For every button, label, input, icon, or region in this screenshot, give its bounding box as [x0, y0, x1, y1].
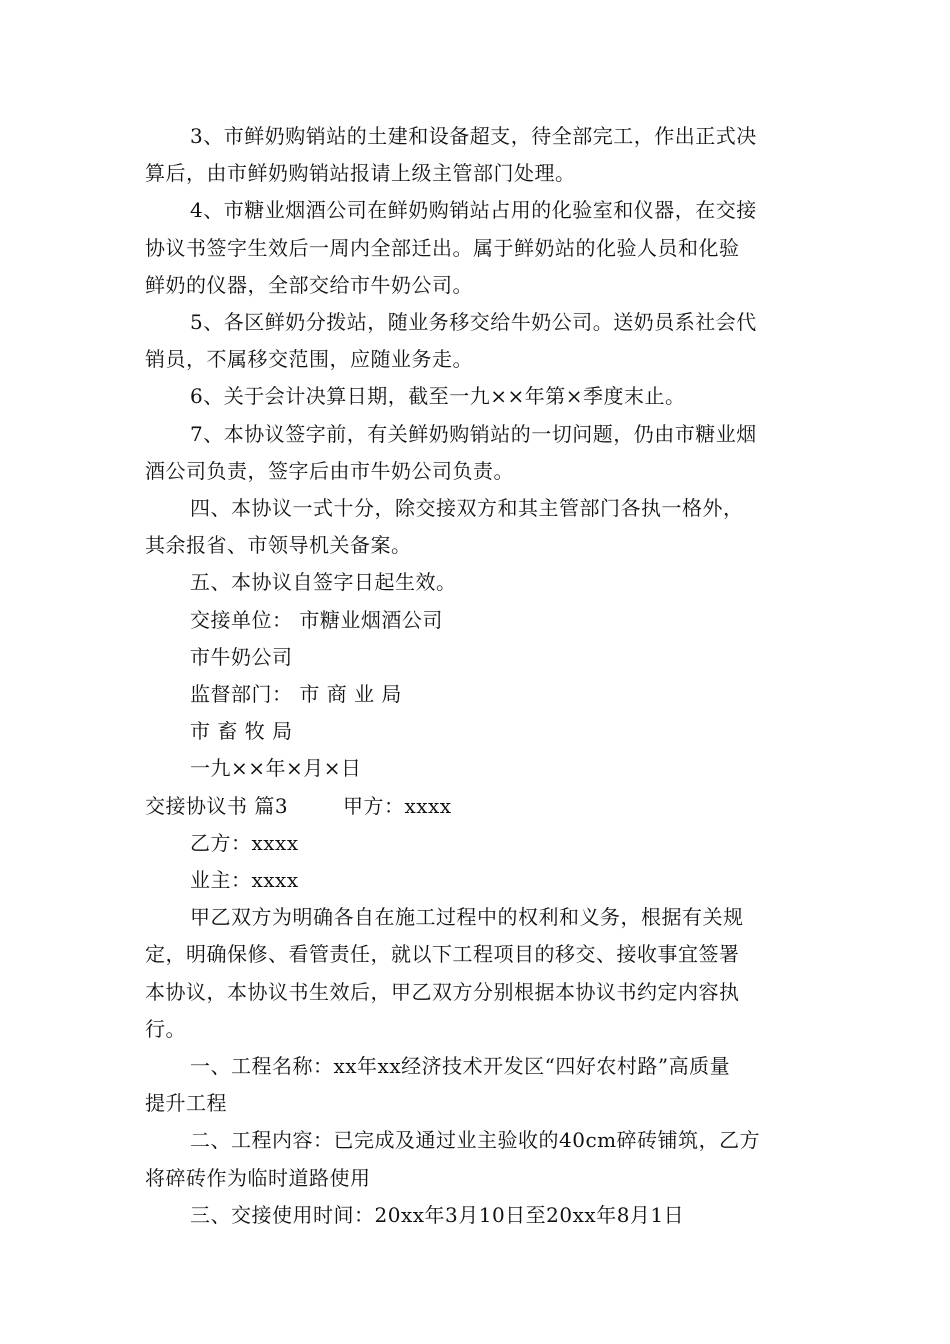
- text-line: 市牛奶公司: [190, 644, 293, 669]
- text-line: 本协议，本协议书生效后，甲乙双方分别根据本协议书约定内容执: [145, 979, 740, 1004]
- text-line: 监督部门： 市 商 业 局: [190, 682, 402, 706]
- text-line: 三、交接使用时间：20xx年3月10日至20xx年8月1日: [190, 1202, 685, 1227]
- text-line: 酒公司负责，签字后由市牛奶公司负责。: [145, 458, 514, 483]
- text-line: 甲乙双方为明确各自在施工过程中的权利和义务，根据有关规: [190, 905, 744, 930]
- text-line: 7、本协议签字前，有关鲜奶购销站的一切问题，仍由市糖业烟: [190, 421, 757, 446]
- text-line: 乙方：xxxx: [190, 830, 299, 855]
- text-line: 协议书签字生效后一周内全部迁出。属于鲜奶站的化验人员和化验: [145, 235, 740, 260]
- text-line: 其余报省、市领导机关备案。: [145, 533, 412, 558]
- text-line: 一九××年×月×日: [190, 756, 362, 781]
- text-line: 业主：xxxx: [190, 868, 299, 892]
- text-line: 行。: [145, 1016, 186, 1041]
- text-line: 鲜奶的仪器，全部交给市牛奶公司。: [145, 272, 473, 297]
- text-line: 将碎砖作为临时道路使用: [145, 1165, 371, 1190]
- text-line: 交接单位： 市糖业烟酒公司: [190, 607, 443, 632]
- text-line: 算后，由市鲜奶购销站报请上级主管部门处理。: [145, 161, 576, 186]
- text-line: 销员，不属移交范围，应随业务走。: [145, 347, 473, 372]
- text-line: 3、市鲜奶购销站的土建和设备超支，待全部完工，作出正式决: [190, 124, 757, 148]
- text-line: 6、关于会计决算日期，截至一九××年第×季度末止。: [190, 384, 686, 409]
- text-line: 交接协议书 篇3 甲方：xxxx: [145, 793, 452, 818]
- text-line: 一、工程名称：xx年xx经济技术开发区“四好农村路”高质量: [190, 1054, 731, 1078]
- text-line: 4、市糖业烟酒公司在鲜奶购销站占用的化验室和仪器，在交接: [190, 198, 757, 223]
- text-line: 五、本协议自签字日起生效。: [190, 570, 457, 595]
- text-line: 市 畜 牧 局: [190, 719, 293, 744]
- text-line: 提升工程: [145, 1091, 227, 1116]
- text-line: 二、工程内容：已完成及通过业主验收的40cm碎砖铺筑，乙方: [190, 1128, 761, 1153]
- text-line: 定，明确保修、看管责任，就以下工程项目的移交、接收事宜签署: [145, 942, 740, 967]
- text-line: 四、本协议一式十分，除交接双方和其主管部门各执一格外，: [190, 496, 744, 520]
- text-line: 5、各区鲜奶分拨站，随业务移交给牛奶公司。送奶员系社会代: [190, 310, 757, 334]
